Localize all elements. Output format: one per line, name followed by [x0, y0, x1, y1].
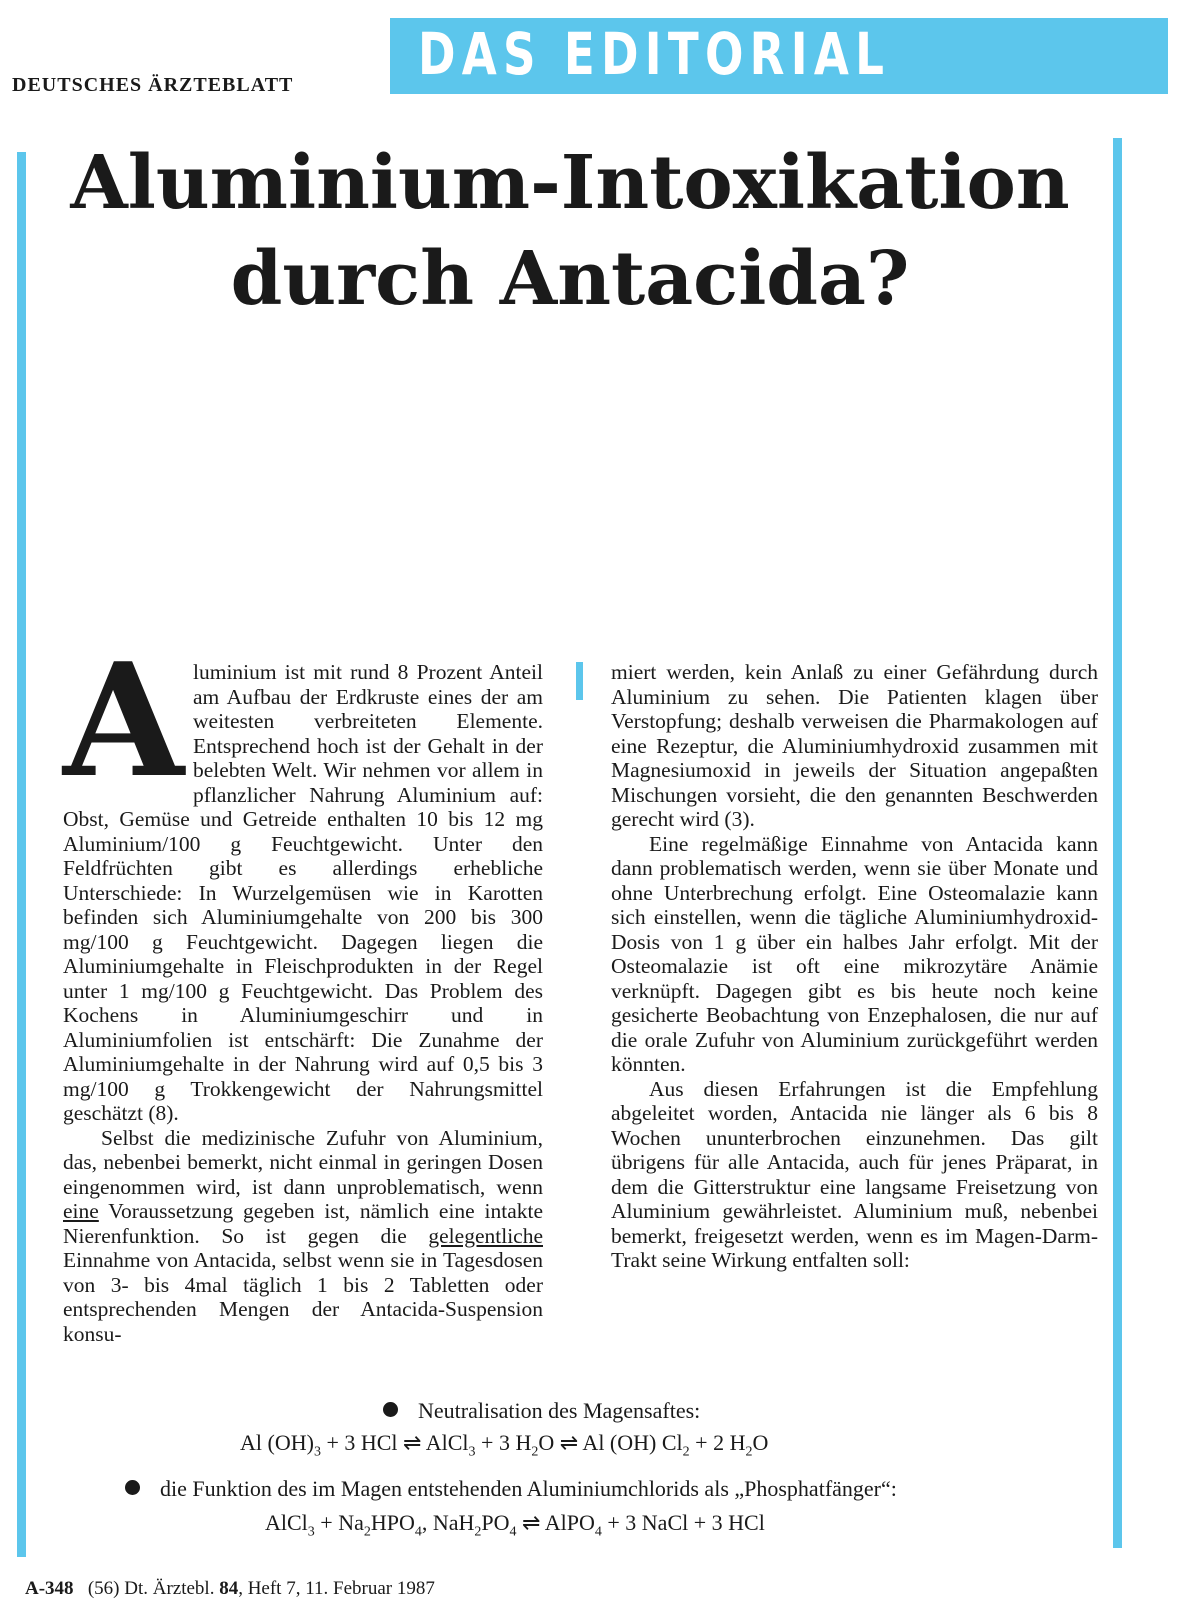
paragraph: Selbst die medizinische Zufuhr von Aluminium, das, nebenbei bemerkt, nicht einmal in geringen Dosen eingenommen wird, ist dann unproblematisch, wenn eine Voraussetzung gegeben ist, nämlich eine intakte Nierenfunktion. So ist gegen die gelegentliche Einnahme von Antacida, selbst wenn sie in Tagesdosen von 3- bis 4mal täglich 1 bis 2 Tabletten oder entsprechenden Mengen der Antacida-Suspension konsu- — [63, 1125, 543, 1346]
underlined-word: eine — [63, 1199, 99, 1223]
reaction-2-label: die Funktion des im Magen entstehenden Aluminiumchlorids als „Phosphatfänger“: — [160, 1476, 897, 1501]
article-column-left — [63, 629, 543, 1346]
drop-cap: A — [63, 629, 185, 812]
reaction-1-equation: Al $(OH)_3 + 3$ HCl ⇌ AlCl$_3$ + 3 $H_2O$ ⇌ Al (OH) $Cl_2 + 2$ $H_2O$ — [240, 1430, 769, 1460]
page-number: A-348 — [25, 1578, 74, 1599]
bullet-icon — [383, 1402, 398, 1417]
citation: (56) Dt. Ärztebl. 84, Heft 7, 11. Februar 1987 — [87, 1578, 435, 1599]
title-line-2: durch Antacida? — [230, 236, 910, 322]
reaction-1-label-line — [383, 1398, 700, 1424]
title-line-1: Aluminium-Intoxikation — [70, 140, 1070, 226]
paragraph: Aluminium ist mit rund 8 Prozent Anteil am Aufbau der Erdkruste eines der am weitesten verbreiteten Elemente. Entsprechend hoch ist der Gehalt in der belebten Welt. Wir nehmen vor allem in pflanzlicher Nahrung Aluminium auf: Obst, Gemüse und Getreide enthalten 10 bis 12 mg Aluminium/100 g Feuchtgewicht. Unter den Feldfrüchten gibt es allerdings erhebliche Unterschiede: In Wurzelgemüsen wie in Karotten befinden sich Aluminiumgehalte von 200 bis 300 mg/100 g Feuchtgewicht. Dagegen liegen die Aluminiumgehalte in Fleischprodukten in der Regel unter 1 mg/100 g Feuchtgewicht. Das Problem des Kochens in Aluminiumgeschirr und in Aluminiumfolien ist entschärft: Die Zunahme der Aluminiumgehalte in der Nahrung wird auf 0,5 bis 3 mg/100 g Trokkengewicht der Nahrungsmittel geschätzt (8). — [63, 629, 543, 1125]
article-column-right — [611, 660, 1098, 1273]
masthead: DEUTSCHES ÄRZTEBLATT — [12, 74, 294, 96]
underlined-word: gelegentliche — [428, 1223, 543, 1248]
left-accent-rule — [17, 152, 26, 1557]
article-title — [30, 135, 1110, 327]
banner-label: DAS EDITORIAL — [418, 20, 891, 88]
right-accent-rule — [1113, 138, 1122, 1548]
paragraph: Eine regelmäßige Einnahme von Antacida kann dann problematisch werden, wenn sie über Monate und ohne Unterbrechung erfolgt. Eine Osteomalazie kann sich einstellen, wenn die tägliche Aluminiumhydroxid-Dosis von 1 g über ein halbes Jahr erfolgt. Mit der Osteomalazie ist oft eine mikrozytäre Anämie verknüpft. Dagegen gibt es bis heute noch keine gesicherte Beobachtung von Enzephalosen, die nur auf die orale Zufuhr von Aluminium zurückgeführt werden könnten. — [611, 831, 1098, 1076]
bullet-icon — [125, 1480, 140, 1495]
reaction-1-label: Neutralisation des Magensaftes: — [418, 1398, 701, 1423]
paragraph: miert werden, kein Anlaß zu einer Gefährdung durch Aluminium zu sehen. Die Patienten klagen über Verstopfung; deshalb verweisen die Pharmakologen auf eine Rezeptur, die Aluminiumhydroxid zusammen mit Magnesiumoxid in jeweils der Situation angepaßten Mischungen vorsieht, die den genannten Beschwerden gerecht wird (3). — [611, 660, 1098, 831]
page-footer — [25, 1578, 435, 1600]
reaction-2-equation: AlCl$_3$ + $Na_2HPO_4$, $NaH_2PO_4$ ⇌ AlPO$_4$ + 3 NaCl + 3 HCl — [265, 1510, 765, 1540]
reaction-2-label-line — [125, 1476, 897, 1502]
column-accent-rule — [576, 662, 583, 700]
paragraph: Aus diesen Erfahrungen ist die Empfehlung abgeleitet worden, Antacida nie länger als 6 bis 8 Wochen ununterbrochen einzunehmen. Das gilt übrigens für alle Antacida, auch für jenes Präparat, in dem die Gitterstruktur eine langsame Freisetzung von Aluminium gewährleistet. Aluminium muß, nebenbei bemerkt, freigesetzt werden, wenn es im Magen-Darm-Trakt seine Wirkung entfalten soll: — [611, 1076, 1098, 1272]
editorial-banner — [390, 18, 1168, 94]
